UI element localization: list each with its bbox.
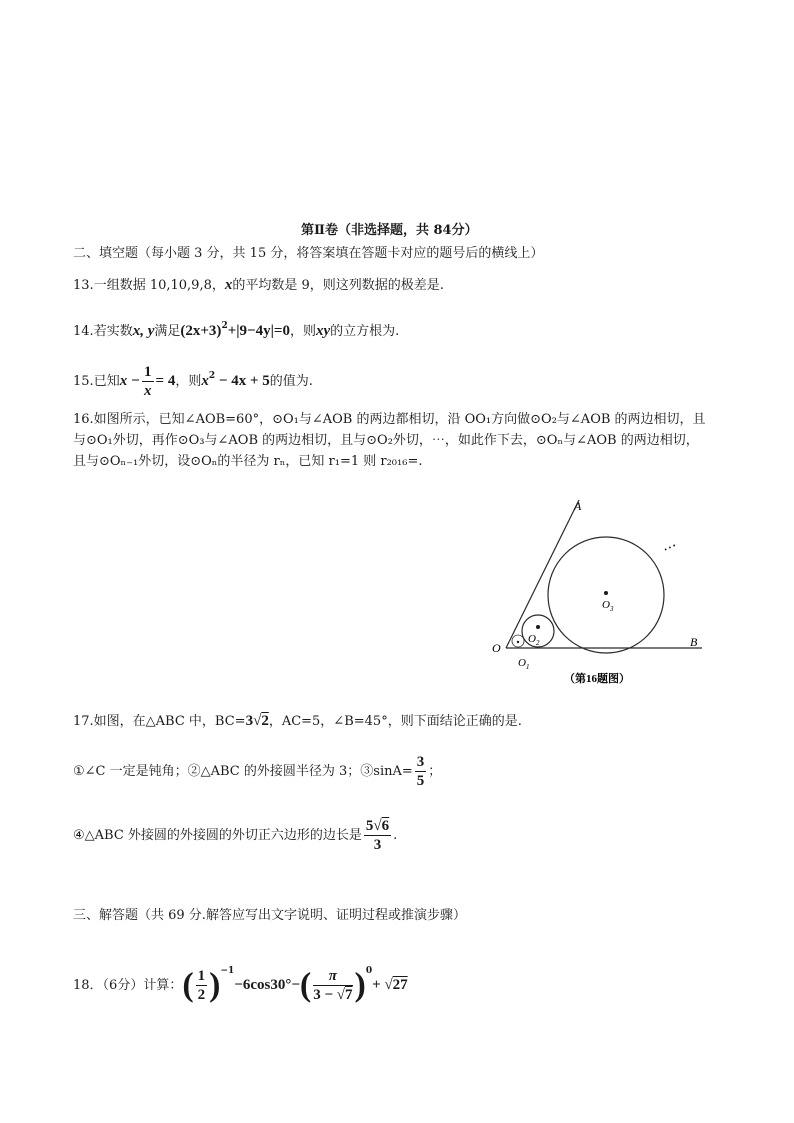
q17-hex-num: 5√6 xyxy=(365,818,390,834)
q15-text-a: 已知 xyxy=(93,374,120,389)
q14-vars: x, y xyxy=(132,323,155,339)
q14-text-d: 的立方根为. xyxy=(330,324,400,339)
q17-line1-a: 17.如图，在△ABC 中，BC= xyxy=(73,714,246,729)
q17-opt-b: ④△ABC 外接圆的外接圆的外切正六边形的边长是 xyxy=(73,828,362,843)
q15-eq: = 4 xyxy=(155,373,176,389)
q17-opt-b-end: . xyxy=(393,828,398,843)
question-14 xyxy=(73,317,399,341)
q13-text-a: 一组数据 10,10,9,8， xyxy=(93,278,225,293)
q18-prefix: 18．（6分）计算： xyxy=(73,978,183,993)
q14-var-xy: xy xyxy=(315,323,331,339)
label-o3-sub: 3 xyxy=(609,605,614,613)
q17-bc-coef: 3 xyxy=(245,713,254,729)
q18-paren-open-1: ( xyxy=(182,966,194,1004)
q13-text-b: 的平均数是 9，则这列数据的极差是. xyxy=(232,278,444,293)
q14-text-a: 若实数 xyxy=(93,324,133,339)
q17-hex-num-coef: 5 xyxy=(365,818,374,834)
section-title: 第Ⅱ卷（非选择题，共 84分） xyxy=(301,223,478,238)
q18-sqrt-sign: √ xyxy=(384,977,393,993)
q18-mid: −6cos30° xyxy=(234,977,292,993)
continuation-dots: ⋯ xyxy=(660,538,680,558)
q18-half-fraction xyxy=(196,967,208,1004)
q17-sin-den: 5 xyxy=(416,773,425,789)
question-18 xyxy=(73,946,408,1011)
q15-fraction xyxy=(142,363,154,400)
q18-tail: + xyxy=(372,977,385,993)
q14-formula: (2x+3) xyxy=(180,323,222,339)
q17-sin-fraction xyxy=(415,753,427,790)
q18-pi-den-rad: 7 xyxy=(345,987,353,1003)
label-o1 xyxy=(518,657,529,671)
q14-formula-sup: 2 xyxy=(221,321,228,331)
q16-figure xyxy=(480,480,720,695)
q18-pi-den: 3 − √7 xyxy=(313,987,353,1003)
q15-text-c: 的值为. xyxy=(269,374,313,389)
q15-lhs: x − xyxy=(119,373,141,389)
q17-options-1 xyxy=(73,752,441,792)
label-o1-main: O xyxy=(518,657,526,669)
q18-pi-num: π xyxy=(313,967,352,986)
label-o2-main: O xyxy=(528,633,536,645)
q17-hex-fraction xyxy=(364,817,391,854)
center-o3-dot xyxy=(604,591,608,595)
question-16-line-2: 与⊙O₁外切，再作⊙O₃与∠AOB 的两边相切，且与⊙O₂外切，⋯，如此作下去，⊙Oₙ与∠AOB 的两边相切， xyxy=(73,433,699,448)
q18-exp1: −1 xyxy=(220,966,235,976)
q18-exp0: 0 xyxy=(365,966,373,976)
answer-section-heading: 三、解答题（共 69 分.解答应写出文字说明、证明过程或推演步骤） xyxy=(73,908,466,923)
q17-hex-den: 3 xyxy=(373,837,382,853)
label-o2 xyxy=(528,633,540,647)
question-15 xyxy=(73,356,313,402)
question-13 xyxy=(73,276,444,295)
q15-poly-b: − 4x + 5 xyxy=(215,373,270,389)
label-b: B xyxy=(690,635,698,649)
q15-frac-num: 1 xyxy=(144,364,152,380)
fill-blank-heading: 二、填空题（每小题 3 分，共 15 分，将答案填在答题卡对应的题号后的横线上） xyxy=(73,246,544,261)
q17-bc-rad: 2 xyxy=(261,713,269,729)
q17-sqrt-sign: √ xyxy=(253,713,262,729)
q18-tail-rad: 27 xyxy=(392,977,408,993)
q17-sin-num: 3 xyxy=(416,754,425,770)
q18-half-den: 2 xyxy=(197,987,206,1003)
question-16-line-3: 且与⊙Oₙ₋₁外切，设⊙Oₙ的半径为 rₙ，已知 r₁=1 则 r₂₀₁₆=. xyxy=(73,454,423,469)
q17-opt-a-end: ； xyxy=(428,764,442,779)
q17-options-2 xyxy=(73,816,397,856)
label-o1-sub: 1 xyxy=(525,663,530,671)
q13-number: 13. xyxy=(73,278,94,293)
label-o3 xyxy=(602,599,614,613)
q18-paren-close-2: ) xyxy=(354,966,366,1004)
label-o2-sub: 2 xyxy=(535,639,540,647)
q15-poly-sup: 2 xyxy=(208,371,216,381)
q14-text-b: 满足 xyxy=(154,324,181,339)
label-o3-main: O xyxy=(602,599,610,611)
q15-text-b: ，则 xyxy=(175,374,202,389)
q18-pi-fraction xyxy=(313,967,352,1004)
q14-text-c: ，则 xyxy=(289,324,316,339)
label-o: O xyxy=(492,641,501,655)
question-17 xyxy=(73,712,522,731)
q18-pi-den-a: 3 − xyxy=(313,987,337,1003)
question-16-line-1: 16.如图所示，已知∠AOB=60°，⊙O₁与∠AOB 的两边都相切，沿 OO₁方向做⊙O₂与∠AOB 的两边相切，且 xyxy=(73,412,706,427)
figure-caption: （第16题图） xyxy=(564,673,630,685)
q18-minus: − xyxy=(291,977,300,993)
q18-half-num: 1 xyxy=(197,968,206,984)
q15-frac-den: x xyxy=(144,383,152,399)
center-o1-dot xyxy=(517,641,519,643)
q17-line1-b: ，AC=5，∠B=45°，则下面结论正确的是. xyxy=(268,714,522,729)
q15-number: 15. xyxy=(73,374,94,389)
q14-formula-b: +|9−4y|=0 xyxy=(227,323,290,339)
label-a: A xyxy=(574,499,582,513)
q18-paren-open-2: ( xyxy=(299,966,312,1004)
q15-poly: x xyxy=(201,373,209,389)
q13-var-x: x xyxy=(224,277,233,293)
center-o2-dot xyxy=(536,625,540,629)
q17-hex-num-rad: 6 xyxy=(381,818,390,834)
ray-oa xyxy=(506,500,579,648)
q18-paren-close-1: ) xyxy=(209,966,221,1004)
q14-number: 14. xyxy=(73,324,94,339)
q17-opt-a: ①∠C 一定是钝角；②△ABC 的外接圆半径为 3；③sinA= xyxy=(73,764,413,779)
